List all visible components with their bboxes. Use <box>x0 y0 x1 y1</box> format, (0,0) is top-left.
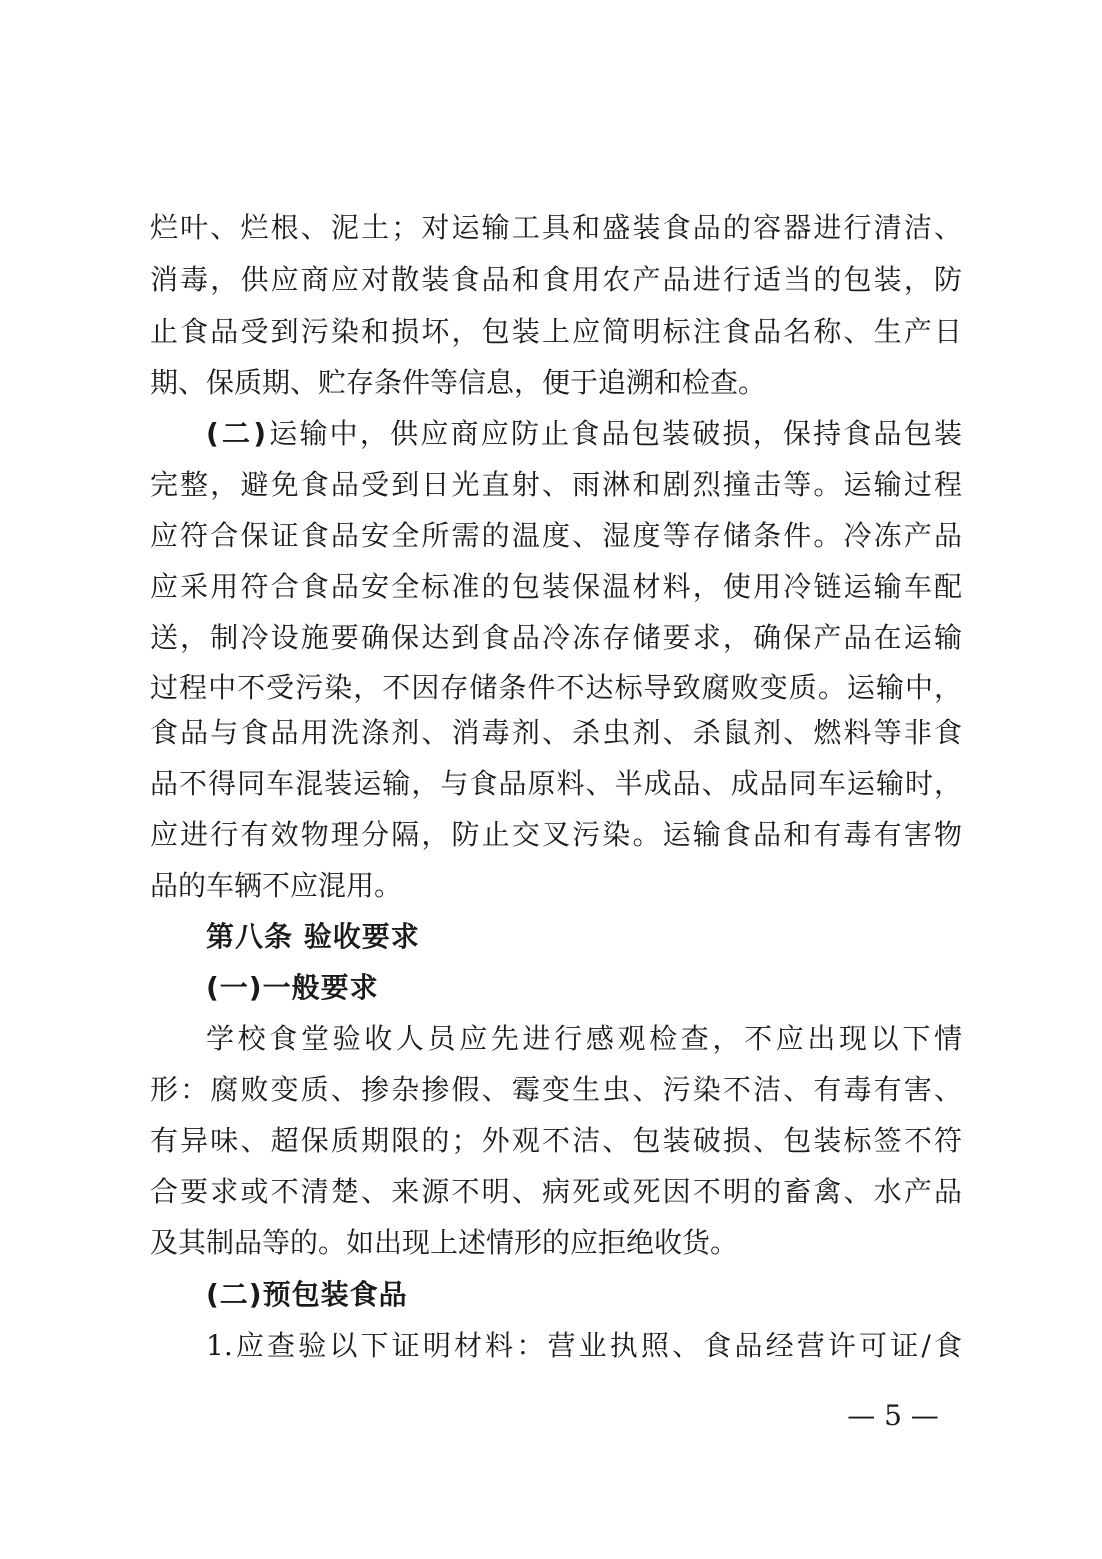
paragraph-2-line-9: 应进行有效物理分隔，防止交叉污染。运输食品和有毒有害物 <box>150 818 962 851</box>
paragraph-3-line-2: 形：腐败变质、掺杂掺假、霉变生虫、污染不洁、有毒有害、 <box>150 1073 962 1106</box>
paragraph-2-line-7: 食品与食品用洗涤剂、消毒剂、杀虫剂、杀鼠剂、燃料等非食 <box>150 716 962 749</box>
paragraph-3-line-4: 合要求或不清楚、来源不明、病死或死因不明的畜禽、水产品 <box>150 1175 962 1208</box>
paragraph-2-line-3: 应符合保证食品安全所需的温度、湿度等存储条件。冷冻产品 <box>150 519 962 552</box>
paragraph-3-line-3: 有异味、超保质期限的；外观不洁、包装破损、包装标签不符 <box>150 1124 962 1157</box>
paragraph-3-line-1: 学校食堂验收人员应先进行感观检查，不应出现以下情 <box>206 1022 962 1055</box>
subheading-general-requirements: (一)一般要求 <box>206 971 379 1004</box>
paragraph-2-line-2: 完整，避免食品受到日光直射、雨淋和剧烈撞击等。运输过程 <box>150 468 962 501</box>
paragraph-2-line-1 <box>206 414 962 454</box>
paragraph-2-line-8: 品不得同车混装运输，与食品原料、半成品、成品同车运输时， <box>150 767 962 800</box>
paragraph-2-label: (二) <box>206 417 268 450</box>
paragraph-1-line-1: 烂叶、烂根、泥土；对运输工具和盛装食品的容器进行清洁、 <box>150 211 962 244</box>
subheading-prepackaged-food: (二)预包装食品 <box>206 1278 408 1311</box>
paragraph-2-line-6: 过程中不受污染，不因存储条件不达标导致腐败变质。运输中， <box>150 671 962 704</box>
paragraph-1-line-3: 止食品受到污染和损坏，包装上应简明标注食品名称、生产日 <box>150 315 962 348</box>
paragraph-2-line-10: 品的车辆不应混用。 <box>150 869 403 902</box>
paragraph-2-line-1-text: 运输中，供应商应防止食品包装破损，保持食品包装 <box>267 417 962 450</box>
paragraph-1-line-2: 消毒，供应商应对散装食品和食用农产品进行适当的包装，防 <box>150 263 962 296</box>
paragraph-3-line-5: 及其制品等的。如出现上述情形的应拒绝收货。 <box>150 1226 739 1259</box>
page-number: — 5 — <box>847 1399 939 1432</box>
article-heading: 第八条 验收要求 <box>206 920 420 953</box>
paragraph-2-line-4: 应采用符合食品安全标准的包装保温材料，使用冷链运输车配 <box>150 570 962 603</box>
paragraph-4-line-1: 1.应查验以下证明材料：营业执照、食品经营许可证/食 <box>206 1329 962 1362</box>
paragraph-1-line-4: 期、保质期、贮存条件等信息，便于追溯和检查。 <box>150 366 767 399</box>
paragraph-2-line-5: 送，制冷设施要确保达到食品冷冻存储要求，确保产品在运输 <box>150 621 962 654</box>
